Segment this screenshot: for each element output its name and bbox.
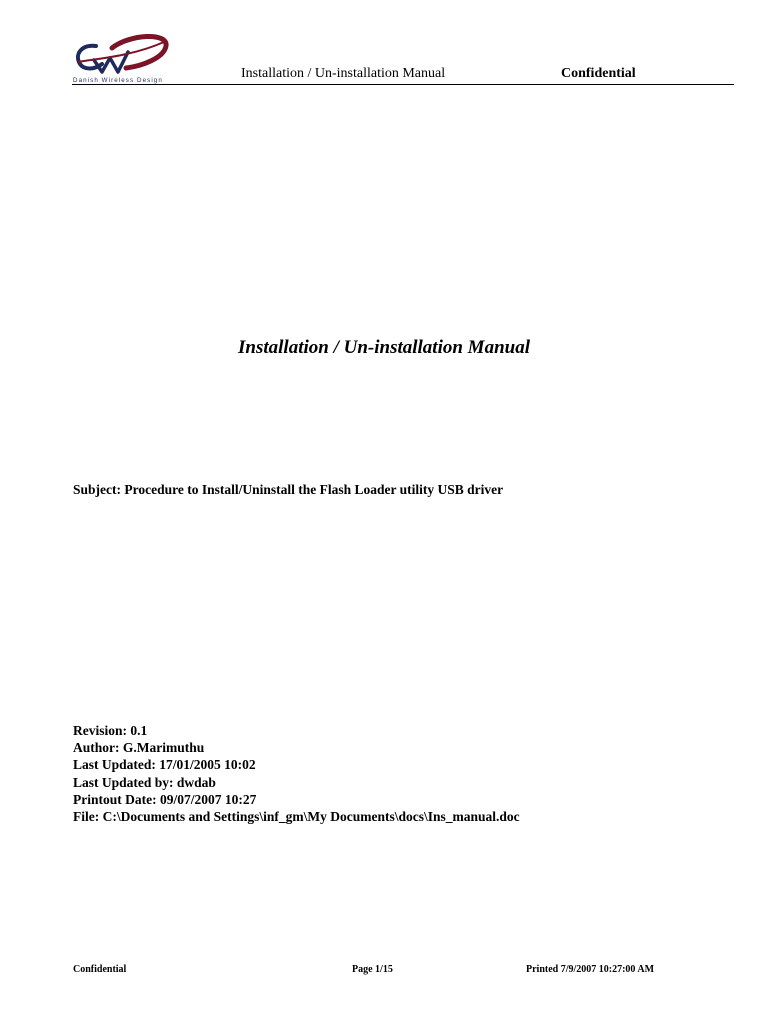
footer-page-number: Page 1/15 — [352, 964, 393, 975]
footer-classification: Confidential — [73, 964, 127, 975]
revision-line: Revision: 0.1 — [73, 723, 148, 738]
company-logo — [72, 32, 172, 84]
header-divider — [72, 84, 734, 85]
header-classification: Confidential — [561, 66, 636, 81]
document-metadata — [73, 722, 520, 825]
header-title: Installation / Un-installation Manual — [241, 66, 446, 81]
file-path-line: File: C:\Documents and Settings\inf_gm\My Documents\docs\Ins_manual.doc — [73, 809, 520, 825]
footer-print-date: Printed 7/9/2007 10:27:00 AM — [526, 964, 655, 975]
last-updated-by-line: Last Updated by: dwdab — [73, 774, 216, 790]
document-title: Installation / Un-installation Manual — [238, 337, 530, 358]
last-updated-line: Last Updated: 17/01/2005 10:02 — [73, 757, 256, 773]
author-line: Author: G.Marimuthu — [73, 740, 205, 756]
logo-wordmark: Danish Wireless Design — [73, 77, 163, 84]
document-subject: Subject: Procedure to Install/Uninstall the Flash Loader utility USB driver — [73, 482, 504, 497]
printout-date-line: Printout Date: 09/07/2007 10:27 — [73, 791, 257, 807]
